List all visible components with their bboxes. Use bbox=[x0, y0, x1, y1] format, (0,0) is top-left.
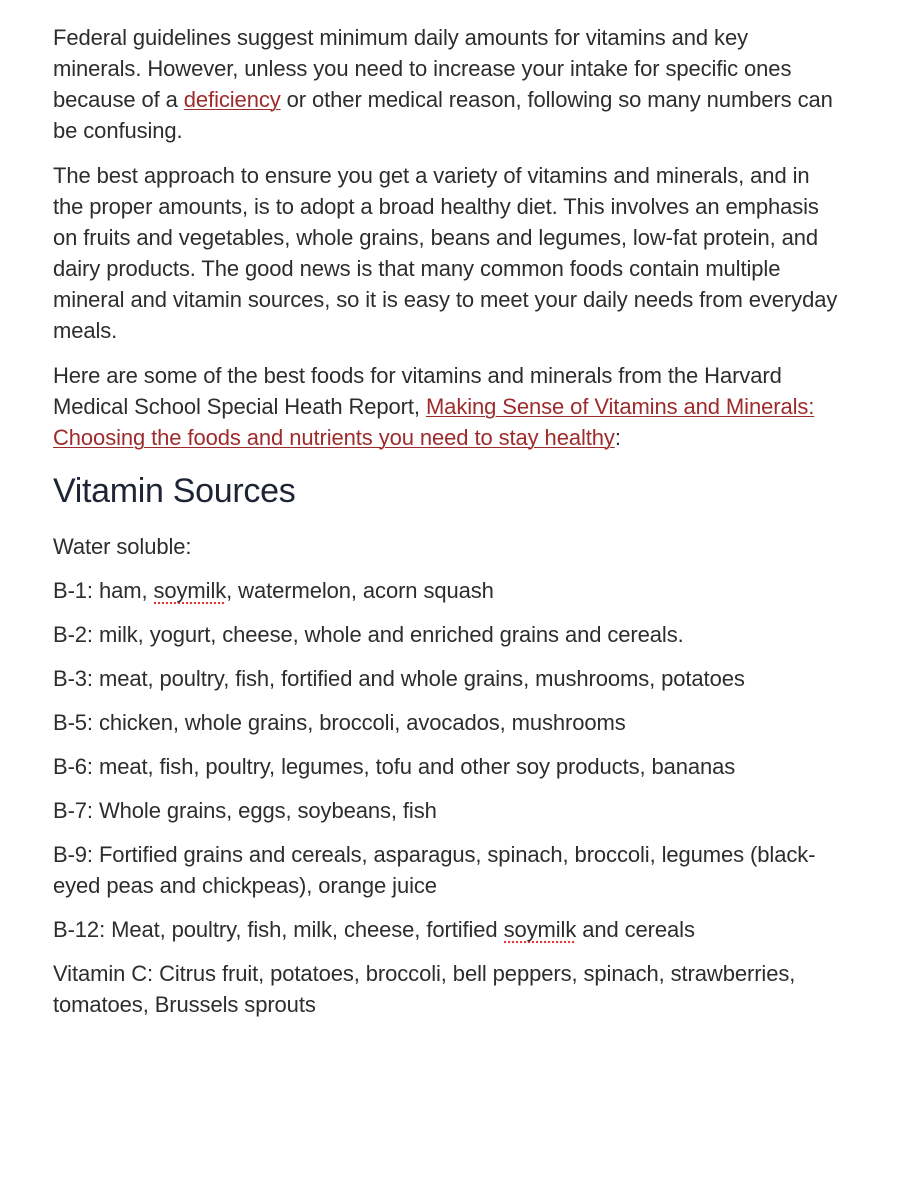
vitamin-label: B-2: bbox=[53, 622, 93, 647]
misspelled-word: soymilk bbox=[154, 578, 227, 606]
paragraph-1-text-after-link: or other medical reason, following so many numbers can be confusing. bbox=[53, 87, 833, 143]
vitamin-sources-text: meat, fish, poultry, legumes, tofu and other soy products, bananas bbox=[92, 754, 736, 779]
vitamin-sources-text: ham, bbox=[92, 578, 154, 603]
list-item bbox=[53, 958, 840, 1020]
vitamin-label: B-9: bbox=[53, 842, 93, 867]
harvard-report-link[interactable]: Making Sense of Vitamins and Minerals: Choosing the foods and nutrients you need to stay healthy bbox=[53, 394, 815, 450]
vitamin-sources-text: milk, yogurt, cheese, whole and enriched grains and cereals. bbox=[92, 622, 684, 647]
list-item bbox=[53, 914, 840, 945]
list-item bbox=[53, 619, 840, 650]
vitamin-sources-text: meat, poultry, fish, fortified and whole grains, mushrooms, potatoes bbox=[92, 666, 745, 691]
paragraph-3-text-before-link: Here are some of the best foods for vitamins and minerals from the Harvard Medical School Special Heath Report, bbox=[53, 363, 782, 419]
list-item bbox=[53, 663, 840, 694]
vitamin-label: B-1: bbox=[53, 578, 93, 603]
list-item bbox=[53, 751, 840, 782]
vitamin-sources-text-cont: , watermelon, acorn squash bbox=[226, 578, 494, 603]
intro-paragraph-2: The best approach to ensure you get a variety of vitamins and minerals, and in the proper amounts, is to adopt a broad healthy diet. This involves an emphasis on fruits and vegetables, whole grains, beans and legumes, low-fat protein, and dairy products. The good news is that many common foods contain multiple mineral and vitamin sources, so it is easy to meet your daily needs from everyday meals. bbox=[53, 163, 838, 343]
vitamin-label: B-5: bbox=[53, 710, 93, 735]
list-item bbox=[53, 707, 840, 738]
list-item bbox=[53, 575, 840, 606]
vitamin-sources-text-cont: and cereals bbox=[576, 917, 695, 942]
vitamin-sources-text: Fortified grains and cereals, asparagus, spinach, broccoli, legumes (black-eyed peas and chickpeas), orange juice bbox=[53, 842, 816, 898]
vitamin-label: B-7: bbox=[53, 798, 93, 823]
vitamin-label: B-3: bbox=[53, 666, 93, 691]
deficiency-link[interactable]: deficiency bbox=[183, 87, 281, 112]
vitamin-sources-text: Meat, poultry, fish, milk, cheese, fortified bbox=[105, 917, 504, 942]
list-item bbox=[53, 839, 840, 901]
vitamin-sources-text: Whole grains, eggs, soybeans, fish bbox=[92, 798, 437, 823]
vitamin-label: Vitamin C: bbox=[53, 961, 154, 986]
misspelled-word: soymilk bbox=[504, 917, 577, 945]
page-title: Vitamin Sources bbox=[53, 472, 296, 510]
vitamin-sources-text: Citrus fruit, potatoes, broccoli, bell peppers, spinach, strawberries, tomatoes, Brussels sprouts bbox=[53, 961, 796, 1017]
vitamin-sources-text: chicken, whole grains, broccoli, avocados, mushrooms bbox=[92, 710, 626, 735]
list-item bbox=[53, 795, 840, 826]
intro-paragraph-3 bbox=[53, 360, 840, 453]
paragraph-3-text-after-link: : bbox=[614, 425, 621, 450]
paragraph-1-text-before-link: Federal guidelines suggest minimum daily amounts for vitamins and key minerals. However, unless you need to increase your intake for specific ones because of a bbox=[53, 25, 792, 112]
intro-paragraph-1 bbox=[53, 22, 840, 146]
vitamin-label: B-6: bbox=[53, 754, 93, 779]
vitamin-label: B-12: bbox=[53, 917, 106, 942]
water-soluble-subheading: Water soluble: bbox=[53, 534, 192, 559]
